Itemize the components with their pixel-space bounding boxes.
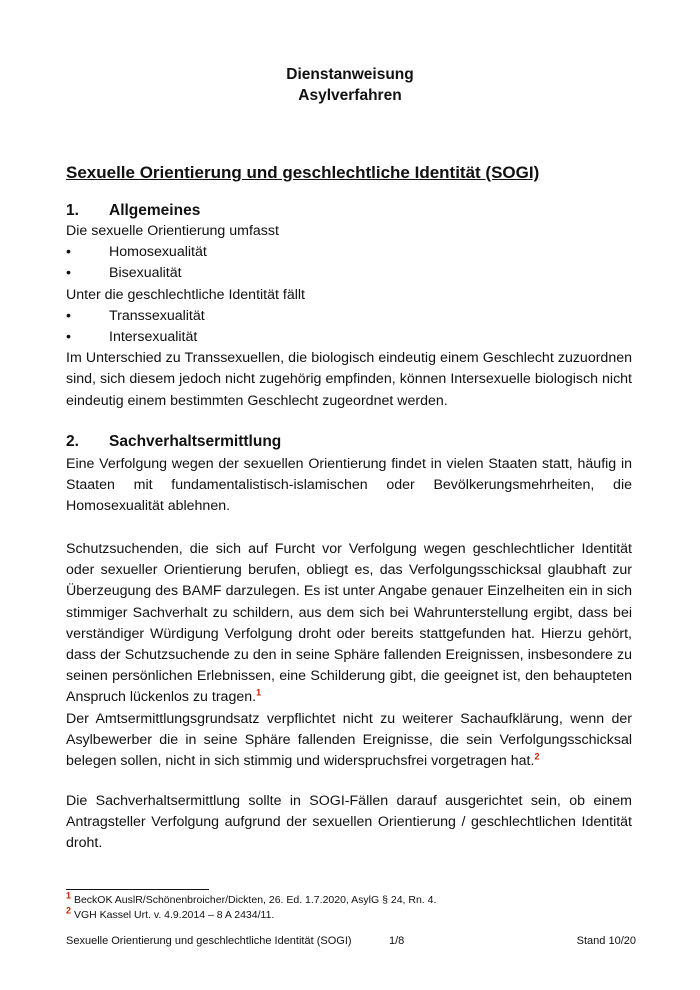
list-item: • Bisexualität xyxy=(66,263,632,284)
section-2-heading xyxy=(66,431,281,452)
footnote-number: 1 xyxy=(66,890,72,901)
footer-document-title: Sexuelle Orientierung und geschlechtliche Identität (SOGI) xyxy=(66,935,352,947)
footnote-divider xyxy=(66,889,209,890)
footnote-1: 1 BeckOK AuslR/Schönenbroicher/Dickten, 26. Ed. 1.7.2020, AsylG § 24, Rn. 4. xyxy=(66,890,437,906)
section-1-title: Allgemeines xyxy=(109,202,201,219)
document-title xyxy=(0,64,700,106)
list-item: • Homosexualität xyxy=(66,242,632,263)
footnote-ref-1[interactable]: 1 xyxy=(256,687,262,698)
title-line-1: Dienstanweisung xyxy=(286,66,414,83)
list-item: • Transsexualität xyxy=(66,306,632,327)
footnote-2: 2 VGH Kassel Urt. v. 4.9.2014 – 8 A 2434/11. xyxy=(66,905,275,921)
section-1-paragraph: Im Unterschied zu Transsexuellen, die biologisch eindeutig einem Geschlecht zuzuordnen sind, sich diesem jedoch nicht zugehörig empfinden, können Intersexuelle biologisch nicht eindeutig einem bestimmten Geschlecht zugeordnet werden. xyxy=(66,350,632,409)
section-2-title: Sachverhaltsermittlung xyxy=(109,433,282,450)
bullet-icon: • xyxy=(66,265,71,282)
main-heading: Sexuelle Orientierung und geschlechtliche Identität (SOGI) xyxy=(66,163,540,182)
bullet-icon: • xyxy=(66,329,71,346)
section-2-paragraph-2: Schutzsuchenden, die sich auf Furcht vor Verfolgung wegen geschlechtlicher Identität oder sexueller Orientierung berufen, obliegt es, das Verfolgungsschicksal glaubhaft zur Überzeugung des BAMF darzulegen. Es ist unter Angabe genauer Einzelheiten ein in sich stimmiger Sachverhalt zu schildern, aus dem sich bei Wahrunterstellung ergibt, dass bei verständiger Würdigung Verfolgung droht oder bereits stattgefunden hat. Hierzu gehört, dass der Schutzsuchende zu den in seine Sphäre fallenden Ereignissen, insbesondere zu seinen persönlichen Erlebnissen, eine Schilderung gibt, die geeignet ist, den behaupteten Anspruch lückenlos zu tragen.$^1$ Der Amtsermittlungsgrundsatz verpflichtet nicht zu weiterer Sachaufklärung, wenn der Asylbewerber die in seine Sphäre fallenden Ereignisse, die sein Verfolgungsschicksal belegen sollen, nicht in sich stimmig und widerspruchsfrei vorgetragen hat.$^2$ xyxy=(66,541,632,770)
orientation-intro: Die sexuelle Orientierung umfasst xyxy=(66,223,279,239)
section-2-paragraph-4: Die Sachverhaltsermittlung sollte in SOGI-Fällen darauf ausgerichtet sein, ob einem Antragsteller Verfolgung aufgrund der sexuellen Orientierung / geschlechtlichen Identität droht. xyxy=(66,793,632,852)
section-2-paragraph-1: Eine Verfolgung wegen der sexuellen Orientierung findet in vielen Staaten statt, häufig in Staaten mit fundamentalistisch-islamischen oder Bevölkerungsmehrheiten, die Homosexualität ablehnen. xyxy=(66,456,632,515)
section-1-number: 1. xyxy=(66,202,79,219)
bullet-icon: • xyxy=(66,307,71,324)
footnote-number: 2 xyxy=(66,905,72,915)
section-2-number: 2. xyxy=(66,433,79,450)
list-item: • Intersexualität xyxy=(66,327,632,348)
footnotes xyxy=(66,890,646,922)
footer-status: Stand 10/20 xyxy=(576,935,636,947)
bullet-icon: • xyxy=(66,244,71,261)
identity-intro: Unter die geschlechtliche Identität fällt xyxy=(66,286,305,303)
footnote-ref-2[interactable]: 2 xyxy=(534,751,540,762)
page-number: 1/8 xyxy=(389,935,405,947)
title-line-2: Asylverfahren xyxy=(298,87,402,104)
section-2-paragraph-3: Der Amtsermittlungsgrundsatz verpflichtet nicht zu weiterer Sachaufklärung, wenn der Asylbewerber die in seine Sphäre fallenden Ereignisse, die sein Verfolgungsschicksal belegen sollen, nicht in sich stimmig und widerspruchsfrei vorgetragen hat. xyxy=(66,710,632,770)
section-1-heading xyxy=(66,200,200,221)
section-1-body xyxy=(66,221,632,412)
